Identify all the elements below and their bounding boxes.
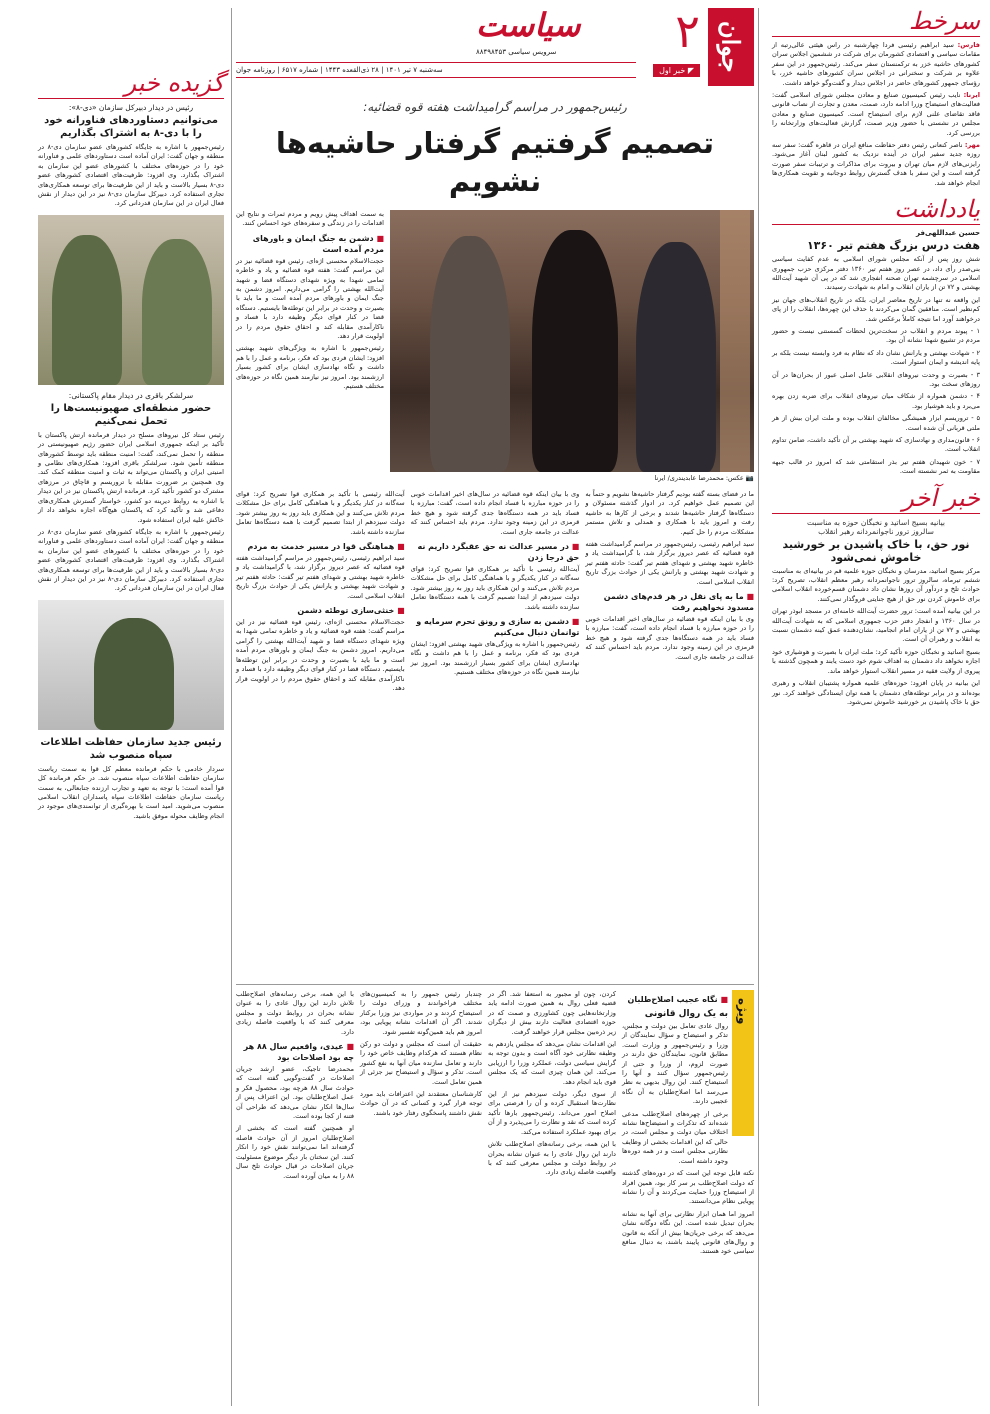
paragraph: بسیج اساتید و نخبگان حوزه تأکید کرد: ملت ایران با بصیرت و هوشیاری خود اجازه نخواهد داد دشمنان به اهداف شوم خود دست یابند و همچون گذشته با پیروی از ولایت فقیه در مسیر انقلاب استوار خواهد ماند. bbox=[772, 647, 980, 675]
camera-icon: 📷 bbox=[745, 474, 754, 482]
news-photo bbox=[38, 600, 224, 730]
lead-photo bbox=[390, 210, 754, 484]
paragraph: او همچنین گفته است که بخشی از اصلاح‌طلبان امروز از آن حوادث فاصله گرفته‌اند اما نمی‌توانند نقش خود را انکار کنند. این سخنان بار دیگر موضوع مسئولیت جریان اصلاحات در قبال حوادث تلخ سال ۸۸ را به میان آورده است. bbox=[236, 1124, 354, 1180]
lead-kicker: رئیس‌جمهور در مراسم گرامیداشت هفته قوه قضائیه: bbox=[363, 100, 627, 114]
subheading: ■ عیدی، واقعیم سال ۸۸ هر چه بود اصلاحات بود bbox=[243, 1042, 354, 1063]
section-sarkhat bbox=[772, 8, 980, 188]
subheading: ■ ما به پای نقل در هر قدم‌های دشمن مسدود نخواهیم رفت bbox=[603, 592, 754, 613]
paragraph: از سوی دیگر، دولت سیزدهم نیز از این نظارت‌ها استقبال کرده و آن را فرصتی برای اصلاح امور می‌داند. رئیس‌جمهور بارها تأکید کرده است که نقد و نظارت را می‌پذیرد و از آن برای بهبود عملکرد استفاده می‌کند. bbox=[488, 1090, 616, 1136]
special-headline: به یک روال قانونی bbox=[644, 1009, 728, 1019]
news-item: ایرنا: نایب رئیس کمیسیون صنایع و معادن مجلس شورای اسلامی گفت: فعالیت‌های استیضاح وزرا ادامه دارد، صمت، معدن و تجارت از نصاب قانونی فاقد تقاضای علنی لازم برای استیضاح است. کمیسیون صنایع و معادن مجلس در نشستی با حضور وزیر صمت، گزارش فعالیت‌های وزارتخانه را بررسی کرد. bbox=[772, 91, 980, 137]
paragraph: وی با بیان اینکه قوه قضائیه در سال‌های اخیر اقدامات خوبی را در حوزه مبارزه با فساد انجام داده است، گفت: مبارزه با فساد باید در همه دستگاه‌ها جدی گرفته شود و هیچ خط قرمزی در این زمینه وجود ندارد. مردم باید احساس کنند که عدالت در جامعه جاری است. bbox=[585, 615, 754, 661]
lead-side-column bbox=[236, 210, 384, 484]
subheading: ■ خنثی‌سازی توطئه دشمن bbox=[297, 606, 405, 616]
lead-story bbox=[236, 100, 754, 696]
section-khabar-akhar bbox=[772, 485, 980, 708]
paragraph: این اقدامات نشان می‌دهد که مجلس یازدهم به وظیفه نظارتی خود آگاه است و بدون توجه به گرایش سیاسی دولت، عملکرد وزرا را ارزیابی می‌کند. این همان چیزی است که یک مجلس قوی باید انجام دهد. bbox=[488, 1040, 616, 1086]
paragraph: رئیس‌جمهور با اشاره به جایگاه کشورهای عضو سازمان دی-۸ در منطقه و جهان گفت: ایران آماده است دستاوردهای علمی و فناورانه خود را در حوزه‌های مختلف با کشورهای عضو این سازمان به اشتراک بگذارد. وی افزود: ظرفیت‌های اقتصادی کشورهای عضو دی-۸ بسیار بالاست و باید از این ظرفیت‌ها برای توسعه همکاری‌های تجاری استفاده کرد. دبیرکل سازمان دی-۸ نیز در این دیدار از نقش فعال ایران در این سازمان قدردانی کرد. bbox=[38, 143, 224, 208]
divider bbox=[772, 36, 980, 37]
paragraph: در این بیانیه آمده است: ترور حضرت آیت‌الله خامنه‌ای در مسجد ابوذر تهران در سال ۱۳۶۰ و انفجار دفتر حزب جمهوری اسلامی که به شهادت آیت‌الله بهشتی و ۷۲ تن از یاران امام انجامید، نشان‌دهنده عمق کینه دشمنان نسبت به انقلاب و رهبران آن است. bbox=[772, 607, 980, 644]
section-tag: ◤ خبر اول bbox=[653, 64, 700, 77]
left-column bbox=[38, 70, 224, 824]
paragraph: سردار خادمی با حکم فرمانده معظم کل قوا به سمت ریاست سازمان حفاظت اطلاعات سپاه منصوب شد. در حکم فرمانده کل قوا آمده است: با توجه به تعهد و تجارب ارزنده جنابعالی، به سمت ریاست سازمان حفاظت اطلاعات سپاه پاسداران انقلاب اسلامی منصوب می‌شوید. امید است با بهره‌گیری از توانمندی‌های موجود در انجام وظایف محوله موفق باشید. bbox=[38, 764, 224, 820]
special-kicker: ■ نگاه عجیب اصلاح‌طلبان bbox=[627, 995, 728, 1004]
section-logo: سیاست bbox=[476, 6, 581, 44]
headline: نور حق، با خاک پاشیدن بر خورشید خاموش نمی‌شود bbox=[782, 537, 970, 564]
kicker: سالروز ترور ناجوانمردانه رهبر انقلاب bbox=[818, 526, 934, 536]
masthead bbox=[236, 4, 754, 88]
paragraph: مرکز بسیج اساتید، مدرسان و نخبگان حوزه علمیه قم در بیانیه‌ای به مناسبت ششم تیرماه، سالروز ترور ناجوانمردانه رهبر معظم انقلاب، تصریح کرد: حوادث تلخ و دردآور آن روزها نشان داد دشمنان قسم‌خورده انقلاب اسلامی برای خاموش کردن نور حق از هیچ جنایتی فروگذار نمی‌کنند. bbox=[772, 566, 980, 603]
paragraph: محمدرضا تاجیک، عضو ارشد جریان اصلاحات در گفت‌وگویی گفته است که حوادث سال ۸۸ هرچه بود، محصول فکر و عمل اصلاح‌طلبان بود. این اعتراف پس از سال‌ها انکار نشان می‌دهد که طراحی آن فتنه از کجا بوده است. bbox=[236, 1065, 354, 1121]
subheading: ■ در مسیر عدالت نه حق عقبگرد داریم نه حق درجا زدن bbox=[417, 542, 580, 563]
paragraph: ۵ - تروریسم ابزار همیشگی مخالفان انقلاب بوده و ملت ایران بیش از هر ملتی قربانی آن شده است. bbox=[772, 414, 980, 432]
paragraph: حقیقت آن است که مجلس و دولت دو رکن نظام هستند که هرکدام وظایف خاص خود را دارند و تعامل سازنده میان آنها به نفع کشور است. تذکر و سؤال و استیضاح نیز جزئی از همین تعامل است. bbox=[360, 1040, 482, 1086]
headline: حضور منطقه‌ای صهیونیست‌ها را تحمل نمی‌کنیم bbox=[50, 402, 212, 427]
section-yaddasht bbox=[772, 196, 980, 477]
news-photo bbox=[38, 215, 224, 385]
headline: رئیس جدید سازمان حفاظت اطلاعات سپاه منصوب شد bbox=[40, 736, 222, 761]
page-number: ۲ bbox=[675, 4, 700, 58]
paragraph: رئیس‌جمهور با اشاره به جایگاه کشورهای عضو سازمان دی-۸ در منطقه و جهان گفت: ایران آماده است دستاوردهای علمی و فناورانه خود را در حوزه‌های مختلف با کشورهای عضو این سازمان به اشتراک بگذارد. وی افزود: ظرفیت‌های اقتصادی کشورهای عضو دی-۸ بسیار بالاست و باید از این ظرفیت‌ها برای توسعه همکاری‌های تجاری استفاده کرد. دبیرکل سازمان دی-۸ نیز در این دیدار از نقش فعال ایران در این سازمان قدردانی کرد. bbox=[38, 527, 224, 593]
body-column bbox=[236, 490, 405, 696]
section-title-gozide: گزیده خبر bbox=[124, 69, 224, 97]
lead-headline: تصمیم گرفتیم گرفتار حاشیه‌ها نشویم bbox=[275, 126, 715, 198]
figure bbox=[142, 239, 212, 385]
paragraph: ۲ - شهادت بهشتی و یارانش نشان داد که نظام به فرد وابسته نیست بلکه بر پایه اندیشه و ایمان استوار است. bbox=[772, 348, 980, 367]
subheading: ■ دشمن به جنگ ایمان و باورهای مردم آمده است bbox=[252, 233, 384, 254]
paragraph: ما در فضای بسته گفته بودیم گرفتار حاشیه‌ها نشویم و حتماً به این تصمیم عمل خواهیم کرد. در ادوار گذشته مسئولان و دستگاه‌ها گرفتار حاشیه‌ها شدند و برخی از کارها به حاشیه رفت و امروز باید با همکاری و همدلی و تلاش مستمر مشکلات مردم را حل کنیم. bbox=[585, 490, 754, 536]
divider bbox=[772, 224, 980, 225]
section-divider bbox=[236, 984, 754, 985]
body-column bbox=[411, 490, 580, 696]
paragraph: وی با بیان اینکه قوه قضائیه در سال‌های اخیر اقدامات خوبی را در حوزه مبارزه با فساد انجام داده است، گفت: مبارزه با فساد باید در همه دستگاه‌ها جدی گرفته شود و هیچ خط قرمزی در این زمینه وجود ندارد. مردم باید احساس کنند که عدالت در جامعه جاری است. bbox=[410, 490, 580, 536]
paragraph: ۶ - قانون‌مداری و نهادسازی که شهید بهشتی بر آن تأکید داشت، ضامن تداوم انقلاب است. bbox=[772, 436, 980, 454]
paragraph: برخی از چهره‌های اصلاح‌طلب مدعی شده‌اند که تذکرات و استیضاح‌ها نشانه اختلاف میان دولت و مجلس است، در حالی که این اقدامات بخشی از وظایف نظارتی مجلس است و در همه دوره‌ها وجود داشته است. bbox=[622, 1109, 728, 1165]
paragraph: این واقعه نه تنها در تاریخ معاصر ایران، بلکه در تاریخ انقلاب‌های جهان نیز کم‌نظیر است. منافقین گمان می‌کردند با حذف این چهره‌ها، انقلاب را از پای درخواهند آورد اما نتیجه کاملاً برعکس شد. bbox=[772, 295, 980, 323]
section-subtitle: سرویس سیاسی ۸۸۴۹۸۴۵۳ bbox=[476, 48, 557, 56]
section-title-sarkhat: سرخط bbox=[909, 7, 980, 35]
kicker: بیانیه بسیج اساتید و نخبگان حوزه به مناسبت bbox=[807, 517, 945, 527]
paragraph: آیت‌الله رئیسی با تأکید بر همکاری قوا تصریح کرد: قوای سه‌گانه در کنار یکدیگر و با هماهنگی کامل برای حل مشکلات مردم تلاش می‌کنند و این همکاری باید روز به روز بیشتر شود. دولت سیزدهم از ابتدا تصمیم گرفت با همه دستگاه‌ها تعامل سازنده داشته باشد. bbox=[410, 565, 580, 611]
body-column bbox=[585, 490, 754, 696]
section-title-yaddasht: یادداشت bbox=[894, 195, 980, 224]
figure bbox=[636, 242, 716, 472]
paragraph: با این همه، برخی رسانه‌های اصلاح‌طلب تلاش دارند این روال عادی را به عنوان نشانه بحران در روابط دولت و مجلس معرفی کنند که با واقعیت فاصله زیادی دارد. bbox=[236, 990, 354, 1036]
bottom-column-3 bbox=[236, 990, 354, 1184]
paragraph: کارشناسان معتقدند این اعترافات باید مورد توجه قرار گیرد و کسانی که در آن حوادث نقش داشتند پاسخگوی رفتار خود باشند. bbox=[360, 1090, 482, 1117]
column-divider bbox=[231, 8, 232, 1406]
divider bbox=[772, 513, 980, 514]
paragraph: کردن، چون او مجبور به استعفا شد. اگر در قضیه فعلی روال به همین صورت ادامه یابد وزارتخانه‌هایی چون کشاورزی و صمت که در حوزه اقتصادی فعالیت دارند بیش از دیگران زیر ذره‌بین مجلس قرار خواهند گرفت. bbox=[488, 990, 616, 1036]
news-item: فارس: سید ابراهیم رئیسی فردا چهارشنبه در راس هیئتی عالی‌رتبه از مقامات سیاسی و اقتصادی کشورمان برای شرکت در ششمین اجلاس سران کشورهای حاشیه خزر به ترکمنستان سفر می‌کند. رئیس‌جمهور در این سفر علاوه بر شرکت و سخنرانی در اجلاس سران کشورهای حاشیه خزر، با رؤسای جمهور کشورهای حاضر در اجلاس دیدار و گفت‌وگو خواهد داشت. bbox=[772, 41, 980, 87]
lead-body-columns bbox=[236, 490, 754, 696]
special-badge: ویژه bbox=[732, 990, 754, 1136]
paragraph: آیت‌الله رئیسی با تأکید بر همکاری قوا تصریح کرد: قوای سه‌گانه در کنار یکدیگر و با هماهنگی کامل برای حل مشکلات مردم تلاش می‌کنند و این همکاری باید روز به روز بیشتر شود. دولت سیزدهم از ابتدا تصمیم گرفت با همه دستگاه‌ها تعامل سازنده داشته باشد. bbox=[235, 490, 405, 536]
divider bbox=[38, 98, 224, 99]
special-section bbox=[622, 990, 754, 1260]
paragraph: رئیس ستاد کل نیروهای مسلح در دیدار فرمانده ارتش پاکستان با تأکید بر اینکه جمهوری اسلامی ایران حضور رژیم صهیونیستی در منطقه را تحمل نمی‌کند، گفت: امنیت منطقه باید توسط کشورهای منطقه تأمین شود. سرلشکر باقری افزود: همکاری‌های نظامی و امنیتی ایران و پاکستان می‌تواند به ثبات و امنیت منطقه کمک کند. وی همچنین بر ضرورت مقابله با تروریسم و قاچاق در مرزهای مشترک دو کشور تأکید کرد. فرمانده ارتش پاکستان نیز در این دیدار با اشاره به روابط دیرینه دو کشور، خواستار گسترش همکاری‌های دفاعی شد و تأکید کرد که پاکستان هیچ‌گاه اجازه نخواهد داد از خاکش علیه ایران استفاده شود. bbox=[38, 430, 224, 524]
photo-caption: 📷 عکس: محمدرضا عابدیندری/ ایرنا bbox=[654, 474, 754, 482]
headline: می‌توانیم دستاوردهای فناورانه خود را با دی-۸ به اشتراک بگذاریم bbox=[44, 115, 218, 139]
paragraph: با این همه، برخی رسانه‌های اصلاح‌طلب تلاش دارند این روال عادی را به عنوان نشانه بحران در روابط دولت و مجلس معرفی کنند که با واقعیت فاصله زیادی دارد. bbox=[488, 1140, 616, 1177]
paragraph: این بیانیه در پایان افزود: حوزه‌های علمیه همواره پشتیبان انقلاب و رهبری بوده‌اند و در برابر توطئه‌های دشمنان با همه توان ایستادگی خواهند کرد. نور حق با خاک پاشیدن بر خورشید خاموش نمی‌شود. bbox=[772, 679, 980, 706]
bottom-column-2 bbox=[360, 990, 482, 1121]
paragraph: شش روز پس از آنکه مجلس شورای اسلامی به عدم کفایت سیاسی بنی‌صدر رأی داد، در عصر روز هفتم تیر ۱۳۶۰ دفتر مرکزی حزب جمهوری اسلامی در سرچشمه تهران صحنه انفجاری شد که در پی آن شهید آیت‌الله بهشتی و ۷۲ تن از یاران انقلاب و امام به شهادت رسیدند. bbox=[772, 255, 981, 292]
paragraph: رئیس‌جمهور با اشاره به ویژگی‌های شهید بهشتی افزود: ایشان فردی بود که فکر، برنامه و عمل را با هم داشت و نگاه نهادسازی ایشان برای کشور بسیار ارزشمند بود. امروز نیز نیازمند همین نگاه در حوزه‌های مختلف هستیم. bbox=[236, 344, 384, 391]
paragraph: چندبار رئیس جمهور را به کمیسیون‌های مختلف فراخواندند و وزرای دولت را استیضاح کردند و در مواردی نیز وزرا برکنار شدند. اگر آن اقدامات نشانه پویایی بود، امروز هم باید همین‌گونه تفسیر شود. bbox=[360, 990, 482, 1036]
note-heading: هفت درس بزرگ هفتم تیر ۱۳۶۰ bbox=[806, 239, 980, 253]
kicker: رئیس در دیدار دبیرکل سازمان «دی-۸»: bbox=[68, 103, 194, 112]
pillar bbox=[720, 210, 750, 472]
paragraph: ۴ - دشمن همواره از شکاف میان نیروهای انقلاب برای ضربه زدن بهره می‌برد و باید هوشیار بود. bbox=[772, 392, 980, 410]
figure bbox=[52, 235, 122, 385]
author-name: حسین عبداللهی‌فر bbox=[916, 229, 980, 238]
paragraph: ۱ - پیوند مردم و انقلاب در سخت‌ترین لحظات گسستنی نیست و حضور مردم در تشییع شهدا نشانه آن بود. bbox=[772, 326, 980, 345]
issue-line: سه‌شنبه ۷ تیر ۱۴۰۱ | ۲۸ ذی‌القعده ۱۴۴۳ | شماره ۶۵۱۷ | روزنامه جوان bbox=[236, 62, 636, 78]
paragraph: سید ابراهیم رئیسی، رئیس‌جمهور در مراسم گرامیداشت هفته قوه قضائیه که عصر دیروز برگزار شد، با گرامیداشت یاد و خاطره شهید بهشتی و شهدای هفتم تیر گفت: حادثه هفتم تیر و شهادت شهید بهشتی و یارانش یکی از حوادث بزرگ تاریخ انقلاب اسلامی است. bbox=[585, 540, 754, 586]
column-divider bbox=[758, 8, 759, 1406]
paragraph: روال عادی تعامل بین دولت و مجلس، تذکر و استیضاح و سؤال نمایندگان از وزرا و رئیس‌جمهور و وزارت است. مطابق قانون، نمایندگان حق دارند در صورت لزوم، از وزرا و حتی از رئیس‌جمهور سؤال کنند و آنها را استیضاح کنند. این روال بدیهی به نظر می‌رسد اما اصلاح‌طلبان به آن نگاه عجیبی دارند. bbox=[622, 1022, 728, 1106]
paragraph: امروز اما همان ابزار نظارتی برای آنها به نشانه بحران تبدیل شده است. این نگاه دوگانه نشان می‌دهد که برخی جریان‌ها بیش از آنکه به قانون و روال‌های قانونی پایبند باشند، به دنبال منافع سیاسی خود هستند. bbox=[622, 1209, 754, 1256]
bottom-column-1 bbox=[488, 990, 616, 1181]
figure bbox=[94, 618, 174, 730]
figure bbox=[532, 230, 618, 472]
subheading: ■ هماهنگی قوا در مسیر خدمت به مردم bbox=[247, 542, 405, 552]
paragraph: سید ابراهیم رئیسی، رئیس‌جمهور در مراسم گرامیداشت هفته قوه قضائیه که عصر دیروز برگزار شد، با گرامیداشت یاد و خاطره شهید بهشتی و شهدای هفتم تیر گفت: حادثه هفتم تیر و شهادت شهید بهشتی و یارانش یکی از حوادث بزرگ تاریخ انقلاب اسلامی است. bbox=[235, 554, 405, 600]
paragraph: رئیس‌جمهور با اشاره به ویژگی‌های شهید بهشتی افزود: ایشان فردی بود که فکر، برنامه و عمل را با هم داشت و نگاه نهادسازی ایشان برای کشور بسیار ارزشمند بود. امروز نیز نیازمند همین نگاه در حوزه‌های مختلف هستیم. bbox=[410, 640, 580, 677]
kicker: سرلشکر باقری در دیدار مقام پاکستانی: bbox=[68, 390, 194, 400]
paragraph: حجت‌الاسلام محسنی اژه‌ای، رئیس قوه قضائیه نیز در این مراسم گفت: هفته قوه قضائیه و یاد و خاطره تمامی شهدا به ویژه شهدای دستگاه قضا و شهید آیت‌الله بهشتی را گرامی می‌داریم. امروز دشمن به جنگ ایمان و باورهای مردم آمده است و ما باید با بصیرت و وحدت در برابر این توطئه‌ها بایستیم. دستگاه قضا در کنار قوای دیگر وظیفه دارد با فساد و ناکارآمدی مقابله کند و احقاق حقوق مردم را در اولویت قرار دهد. bbox=[235, 618, 405, 692]
subheading: ■ دشمن به سازی و رونق تحرم سرمایه و توانمان دنبال می‌کنیم bbox=[416, 617, 580, 638]
arrow-icon: ◤ bbox=[687, 66, 694, 75]
paragraph: به سمت اهداف پیش رویم و مردم ثمرات و نتایج این اقدامات را در زندگی و سفره‌های خود احساس کنند. bbox=[236, 210, 384, 228]
paper-logo: جوان bbox=[708, 8, 754, 86]
paragraph: ۷ - خون شهیدان هفتم تیر بذر استقامتی شد که امروز در قالب جبهه مقاومت به ثمر نشسته است. bbox=[772, 457, 980, 476]
photo-frame bbox=[390, 210, 754, 472]
news-item: مهر: ناصر کنعانی رئیس دفتر حفاظت منافع ایران در قاهره گفت: سفر سه روزه جدید سفیر ایران در آینده نزدیک به کشور لبنان آغاز می‌شود. رایزنی‌های لازم میان تهران و بیروت برای مذاکرات و ترتیبات سفر صورت گرفته است و این سفر با هدف گسترش روابط دوجانبه و تقویت همکاری‌ها انجام خواهد شد. bbox=[772, 141, 980, 187]
figure bbox=[430, 236, 510, 472]
paragraph: نکته قابل توجه این است که در دوره‌های گذشته که دولت اصلاح‌طلب بر سر کار بود، همین افراد از استیضاح وزرا حمایت می‌کردند و آن را نشانه پویایی نظام می‌دانستند. bbox=[622, 1169, 754, 1206]
paragraph: حجت‌الاسلام محسنی اژه‌ای، رئیس قوه قضائیه نیز در این مراسم گفت: هفته قوه قضائیه و یاد و خاطره تمامی شهدا به ویژه شهدای دستگاه قضا و شهید آیت‌الله بهشتی را گرامی می‌داریم. امروز دشمن به جنگ ایمان و باورهای مردم آمده است و ما باید با بصیرت و وحدت در برابر این توطئه‌ها بایستیم. دستگاه قضا در کنار قوای دیگر وظیفه دارد با فساد و ناکارآمدی مقابله کند و احقاق حقوق مردم را در اولویت قرار دهد. bbox=[236, 256, 384, 341]
paragraph: ۳ - بصیرت و وحدت نیروهای انقلابی عامل اصلی عبور از بحران‌ها در آن روزهای سخت بود. bbox=[772, 370, 980, 388]
section-title-khabar-akhar: خبر آخر bbox=[902, 483, 980, 512]
right-column bbox=[772, 8, 980, 710]
